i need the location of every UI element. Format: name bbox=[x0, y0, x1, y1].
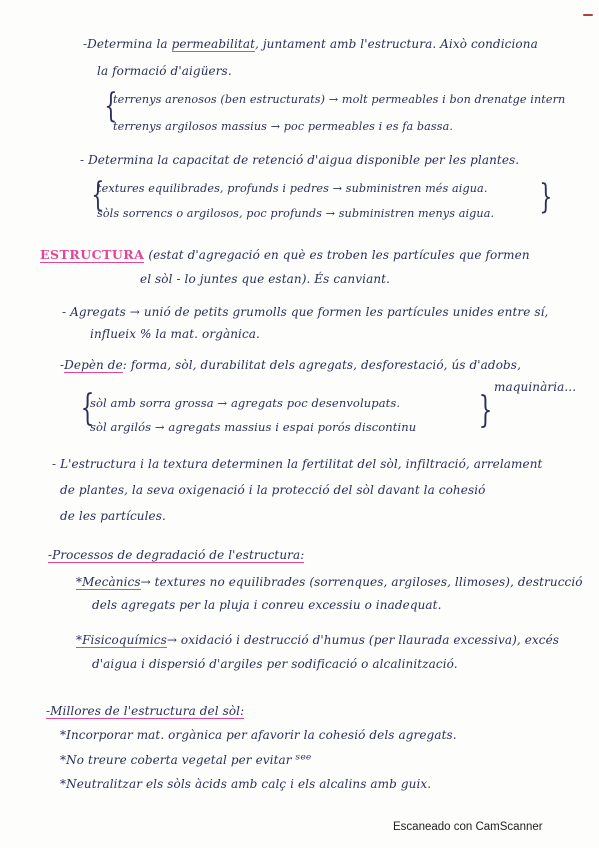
label-depen: Depèn de bbox=[64, 358, 123, 372]
right-brace: } bbox=[539, 177, 553, 217]
note-line: textures equilibrades, profunds i pedres → subministren més aigua. bbox=[97, 182, 488, 195]
note-line-fisicoquimics: *Fisicoquímics→ oxidació i destrucció d'humus (per llaurada excessiva), excés bbox=[76, 633, 560, 647]
note-line: *Incorporar mat. orgànica per afavorir la cohesió dels agregats. bbox=[60, 728, 457, 742]
right-brace: } bbox=[478, 390, 493, 431]
note-line: maquinària... bbox=[494, 380, 577, 394]
label-mecanics: *Mecànics bbox=[76, 575, 141, 589]
label-fisicoquimics: *Fisicoquímics bbox=[76, 633, 167, 647]
note-line: terrenys argilosos massius → poc permeables i es fa bassa. bbox=[113, 120, 454, 133]
note-line-estructura: ESTRUCTURA (estat d'agregació en què es troben les partícules que formen bbox=[40, 247, 530, 262]
note-line: - Agregats → unió de petits grumolls que formen les partícules unides entre sí, bbox=[62, 305, 549, 319]
note-line: d'aigua i dispersió d'argiles per sodificació o alcalinització. bbox=[92, 657, 458, 671]
section-heading-estructura: ESTRUCTURA bbox=[40, 247, 145, 262]
note-line: de les partícules. bbox=[60, 509, 166, 523]
note-line: *Neutralitzar els sòls àcids amb calç i els alcalins amb guix. bbox=[60, 777, 432, 791]
note-line: sòl argilós → agregats massius i espai porós discontinu bbox=[90, 420, 417, 434]
note-line: influeix % la mat. orgànica. bbox=[90, 327, 260, 341]
note-line-no-treure: *No treure coberta vegetal per evitar ˢᵉᵉ bbox=[60, 752, 312, 768]
corner-ink-mark bbox=[583, 14, 593, 16]
scanner-watermark: Escaneado con CamScanner bbox=[393, 821, 543, 833]
note-line: de plantes, la seva oxigenació i la protecció del sòl davant la cohesió bbox=[60, 483, 486, 497]
note-line-permeabilitat: -Determina la permeabilitat, juntament amb l'estructura. Això condiciona bbox=[83, 37, 538, 51]
note-line: terrenys arenosos (ben estructurats) → molt permeables i bon drenatge intern bbox=[113, 93, 566, 106]
note-line-depen: -Depèn de: forma, sòl, durabilitat dels agregats, desforestació, ús d'adobs, bbox=[60, 358, 521, 372]
left-brace: { bbox=[104, 86, 118, 126]
note-line: sòls sorrencs o argilosos, poc profunds → subministren menys aigua. bbox=[97, 207, 495, 220]
note-line-processos: -Processos de degradació de l'estructura: bbox=[48, 548, 305, 562]
left-brace: { bbox=[91, 175, 105, 215]
note-line: - L'estructura i la textura determinen la fertilitat del sòl, infiltració, arrelament bbox=[52, 457, 543, 471]
note-line: dels agregats per la pluja i conreu excessiu o inadequat. bbox=[92, 598, 442, 612]
note-line: el sòl - lo juntes que estan). És canviant. bbox=[140, 272, 390, 286]
note-line-millores: -Millores de l'estructura del sòl: bbox=[46, 704, 245, 718]
left-brace: { bbox=[80, 388, 95, 429]
note-line-mecanics: *Mecànics→ textures no equilibrades (sorrenques, argiloses, llimoses), destrucció bbox=[76, 575, 583, 589]
note-line: - Determina la capacitat de retenció d'aigua disponible per les plantes. bbox=[80, 153, 520, 167]
sketch-word: ˢᵉᵉ bbox=[295, 752, 312, 768]
note-line: la formació d'aigüers. bbox=[97, 64, 232, 78]
note-line: sòl amb sorra grossa → agregats poc desenvolupats. bbox=[90, 396, 401, 410]
